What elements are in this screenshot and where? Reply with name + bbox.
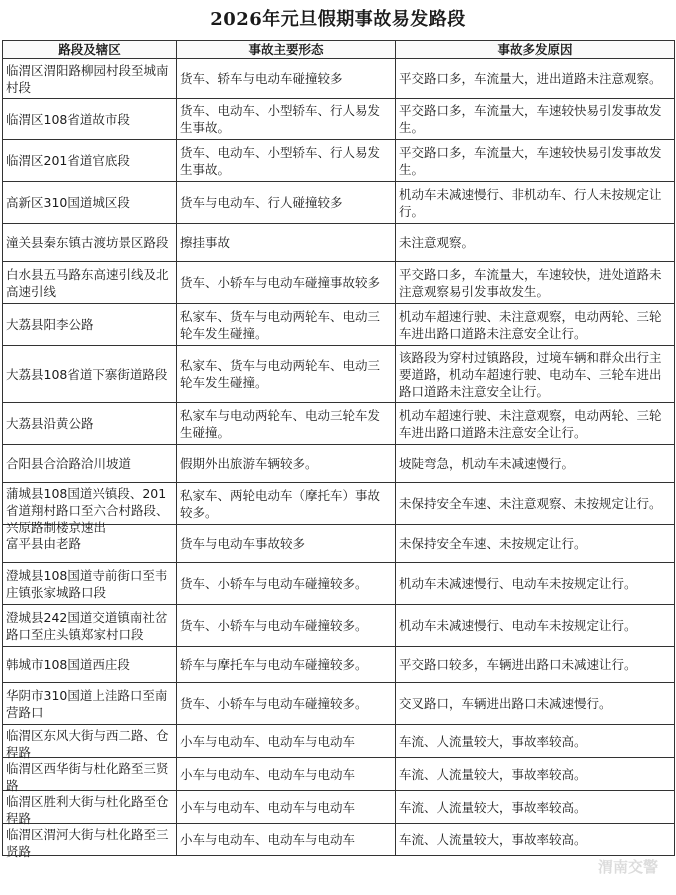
cell-text: 大荔县阳李公路 [6, 317, 94, 332]
table-body [3, 59, 675, 859]
cell-text: 平交路口多，车流量大，车速较快，进处道路未注意观察易引发事故发生。 [399, 266, 662, 299]
header-accident-type: 事故主要形态 [177, 41, 396, 59]
accident-type-cell [177, 304, 396, 346]
accident-cause-cell [396, 403, 675, 445]
cell-text: 擦挂事故 [180, 235, 231, 250]
accident-type-cell [177, 59, 396, 99]
cell-text: 货车、轿车与电动车碰撞较多 [180, 71, 343, 86]
road-district-cell [3, 725, 177, 758]
road-district-cell [3, 346, 177, 403]
cell-text: 平交路口多，车流量大，车速较快易引发事故发生。 [399, 103, 662, 135]
cell-text: 货车、小轿车与电动车碰撞较多。 [180, 696, 368, 711]
cell-text: 车流、人流量较大，事故率较高。 [399, 766, 587, 782]
road-district-cell [3, 182, 177, 224]
cell-text: 临渭区西华街与杜化路至三贤路 [6, 761, 169, 793]
cell-text: 货车、小轿车与电动车碰撞较多。 [180, 576, 368, 591]
table-row [3, 59, 675, 99]
accident-type-cell [177, 791, 396, 824]
cell-text: 小车与电动车、电动车与电动车 [180, 799, 356, 815]
accident-type-cell [177, 683, 396, 725]
accident-cause-cell [396, 304, 675, 346]
accident-cause-cell [396, 224, 675, 262]
cell-text: 小车与电动车、电动车与电动车 [180, 766, 356, 782]
cell-text: 假期外出旅游车辆较多。 [180, 456, 318, 471]
table-row [3, 647, 675, 683]
accident-cause-cell [396, 346, 675, 403]
accident-type-cell [177, 647, 396, 683]
accident-type-cell [177, 182, 396, 224]
accident-cause-cell [396, 182, 675, 224]
cell-text: 小车与电动车、电动车与电动车 [180, 832, 356, 847]
header-road-district: 路段及辖区 [3, 41, 177, 59]
accident-type-cell [177, 346, 396, 403]
cell-text: 货车、电动车、小型轿车、行人易发生事故。 [180, 144, 381, 177]
table-row [3, 758, 675, 791]
cell-text: 私家车、货车与电动两轮车、电动三轮车发生碰撞。 [180, 358, 381, 390]
table-row [3, 99, 675, 140]
accident-cause-cell [396, 99, 675, 140]
cell-text: 临渭区108省道故市段 [6, 111, 130, 127]
cell-text: 私家车、两轮电动车（摩托车）事故较多。 [180, 487, 381, 520]
table-header-row [3, 41, 675, 59]
accident-cause-cell [396, 563, 675, 605]
cell-text: 平交路口多，车流量大，进出道路未注意观察。 [399, 71, 662, 86]
page-title: 2026年元旦假期事故易发路段 [210, 9, 466, 30]
cell-text: 澄城县108国道寺前街口至韦庄镇张家城路口段 [6, 567, 168, 600]
cell-text: 货车与电动车事故较多 [180, 536, 306, 551]
accident-cause-cell [396, 140, 675, 182]
road-district-cell [3, 403, 177, 445]
table-row [3, 224, 675, 262]
cell-text: 富平县由老路 [6, 536, 82, 551]
cell-text: 未保持安全车速、未按规定让行。 [399, 536, 587, 551]
cell-text: 车流、人流量较大，事故率较高。 [399, 832, 587, 847]
header-accident-cause: 事故多发原因 [396, 41, 675, 59]
table-row [3, 182, 675, 224]
table-row [3, 304, 675, 346]
cell-text: 车流、人流量较大，事故率较高。 [399, 799, 587, 815]
cell-text: 临渭区东风大街与西二路、仓程路 [6, 728, 169, 760]
accident-type-cell [177, 725, 396, 758]
accident-cause-cell [396, 683, 675, 725]
road-district-cell [3, 99, 177, 140]
cell-text: 机动车超速行驶、未注意观察，电动两轮、三轮车进出路口道路未注意安全让行。 [399, 308, 662, 341]
cell-text: 未保持安全车速、未注意观察、未按规定让行。 [399, 496, 662, 511]
cell-text: 白水县五马路东高速引线及北高速引线 [6, 266, 169, 299]
table-row [3, 683, 675, 725]
accident-cause-cell [396, 647, 675, 683]
road-district-cell [3, 483, 177, 535]
cell-text: 临渭区渭河大街与杜化路至三贤路 [6, 827, 169, 859]
table-row [3, 791, 675, 824]
accident-cause-cell [396, 445, 675, 483]
cell-text: 澄城县242国道交道镇南社岔路口至庄头镇郑家村口段 [6, 609, 168, 642]
cell-text: 未注意观察。 [399, 235, 475, 250]
table-row [3, 262, 675, 304]
cell-text: 平交路口较多，车辆进出路口未减速让行。 [399, 657, 637, 672]
road-table [2, 40, 675, 859]
road-district-cell [3, 683, 177, 725]
accident-cause-cell [396, 758, 675, 791]
accident-type-cell [177, 605, 396, 647]
cell-text: 该路段为穿村过镇路段，过境车辆和群众出行主要道路，机动车超速行驶、电动车、三轮车进出路口道路未注意安全让行。 [399, 349, 662, 399]
table-row [3, 563, 675, 605]
accident-type-cell [177, 262, 396, 304]
table-row [3, 605, 675, 647]
accident-type-cell [177, 824, 396, 856]
accident-type-cell [177, 99, 396, 140]
road-district-cell [3, 605, 177, 647]
cell-text: 轿车与摩托车与电动车碰撞较多。 [180, 657, 368, 672]
cell-text: 大荔县沿黄公路 [6, 416, 94, 431]
cell-text: 临渭区渭阳路柳园村段至城南村段 [6, 62, 169, 95]
cell-text: 潼关县秦东镇古渡坊景区路段 [6, 235, 169, 250]
accident-type-cell [177, 563, 396, 605]
accident-type-cell [177, 224, 396, 262]
road-district-cell [3, 224, 177, 262]
accident-cause-cell [396, 483, 675, 525]
cell-text: 韩城市108国道西庄段 [6, 657, 130, 672]
table-row [3, 346, 675, 403]
road-district-cell [3, 647, 177, 683]
cell-text: 合阳县合洽路洽川坡道 [6, 456, 132, 471]
accident-cause-cell [396, 525, 675, 563]
accident-type-cell [177, 758, 396, 791]
cell-text: 平交路口多，车流量大，车速较快易引发事故发生。 [399, 144, 662, 177]
accident-cause-cell [396, 605, 675, 647]
accident-cause-cell [396, 791, 675, 824]
accident-type-cell [177, 525, 396, 563]
road-district-cell [3, 262, 177, 304]
table-row [3, 725, 675, 758]
road-district-cell [3, 445, 177, 483]
cell-text: 货车与电动车、行人碰撞较多 [180, 195, 343, 210]
cell-text: 货车、小轿车与电动车碰撞较多。 [180, 618, 368, 633]
cell-text: 小车与电动车、电动车与电动车 [180, 733, 356, 749]
cell-text: 机动车未减速慢行、电动车未按规定让行。 [399, 618, 637, 633]
cell-text: 高新区310国道城区段 [6, 195, 130, 210]
accident-type-cell [177, 445, 396, 483]
cell-text: 货车、小轿车与电动车碰撞事故较多 [180, 275, 381, 290]
table-row [3, 445, 675, 483]
cell-text: 蒲城县108国道兴镇段、201省道翔村路口至六合村路段、兴原路制楼京速出 [6, 486, 169, 535]
cell-text: 临渭区胜利大街与杜化路至仓程路 [6, 794, 169, 826]
road-district-cell [3, 791, 177, 824]
cell-text: 私家车、货车与电动两轮车、电动三轮车发生碰撞。 [180, 308, 381, 341]
road-district-cell [3, 304, 177, 346]
cell-text: 车流、人流量较大，事故率较高。 [399, 733, 587, 749]
table-row [3, 140, 675, 182]
cell-text: 货车、电动车、小型轿车、行人易发生事故。 [180, 103, 381, 135]
table-row [3, 483, 675, 525]
accident-type-cell [177, 483, 396, 525]
road-district-cell [3, 824, 177, 859]
cell-text: 大荔县108省道下寨街道路段 [6, 366, 168, 382]
cell-text: 坡陡弯急，机动车未减速慢行。 [399, 456, 575, 471]
cell-text: 机动车超速行驶、未注意观察，电动两轮、三轮车进出路口道路未注意安全让行。 [399, 407, 662, 440]
table-row [3, 403, 675, 445]
road-district-cell [3, 563, 177, 605]
accident-cause-cell [396, 824, 675, 856]
cell-text: 华阴市310国道上洼路口至南营路口 [6, 687, 168, 720]
cell-text: 私家车与电动两轮车、电动三轮车发生碰撞。 [180, 407, 381, 440]
cell-text: 交叉路口，车辆进出路口未减速慢行。 [399, 696, 612, 711]
accident-cause-cell [396, 262, 675, 304]
cell-text: 机动车未减速慢行、电动车未按规定让行。 [399, 576, 637, 591]
watermark: 渭南交警 [597, 858, 658, 876]
accident-type-cell [177, 403, 396, 445]
table-row [3, 824, 675, 856]
road-district-cell [3, 59, 177, 99]
cell-text: 机动车未减速慢行、非机动车、行人未按规定让行。 [399, 186, 662, 219]
accident-type-cell [177, 140, 396, 182]
accident-cause-cell [396, 725, 675, 758]
accident-cause-cell [396, 59, 675, 99]
road-district-cell [3, 758, 177, 791]
cell-text: 临渭区201省道官底段 [6, 153, 130, 168]
road-district-cell [3, 140, 177, 182]
